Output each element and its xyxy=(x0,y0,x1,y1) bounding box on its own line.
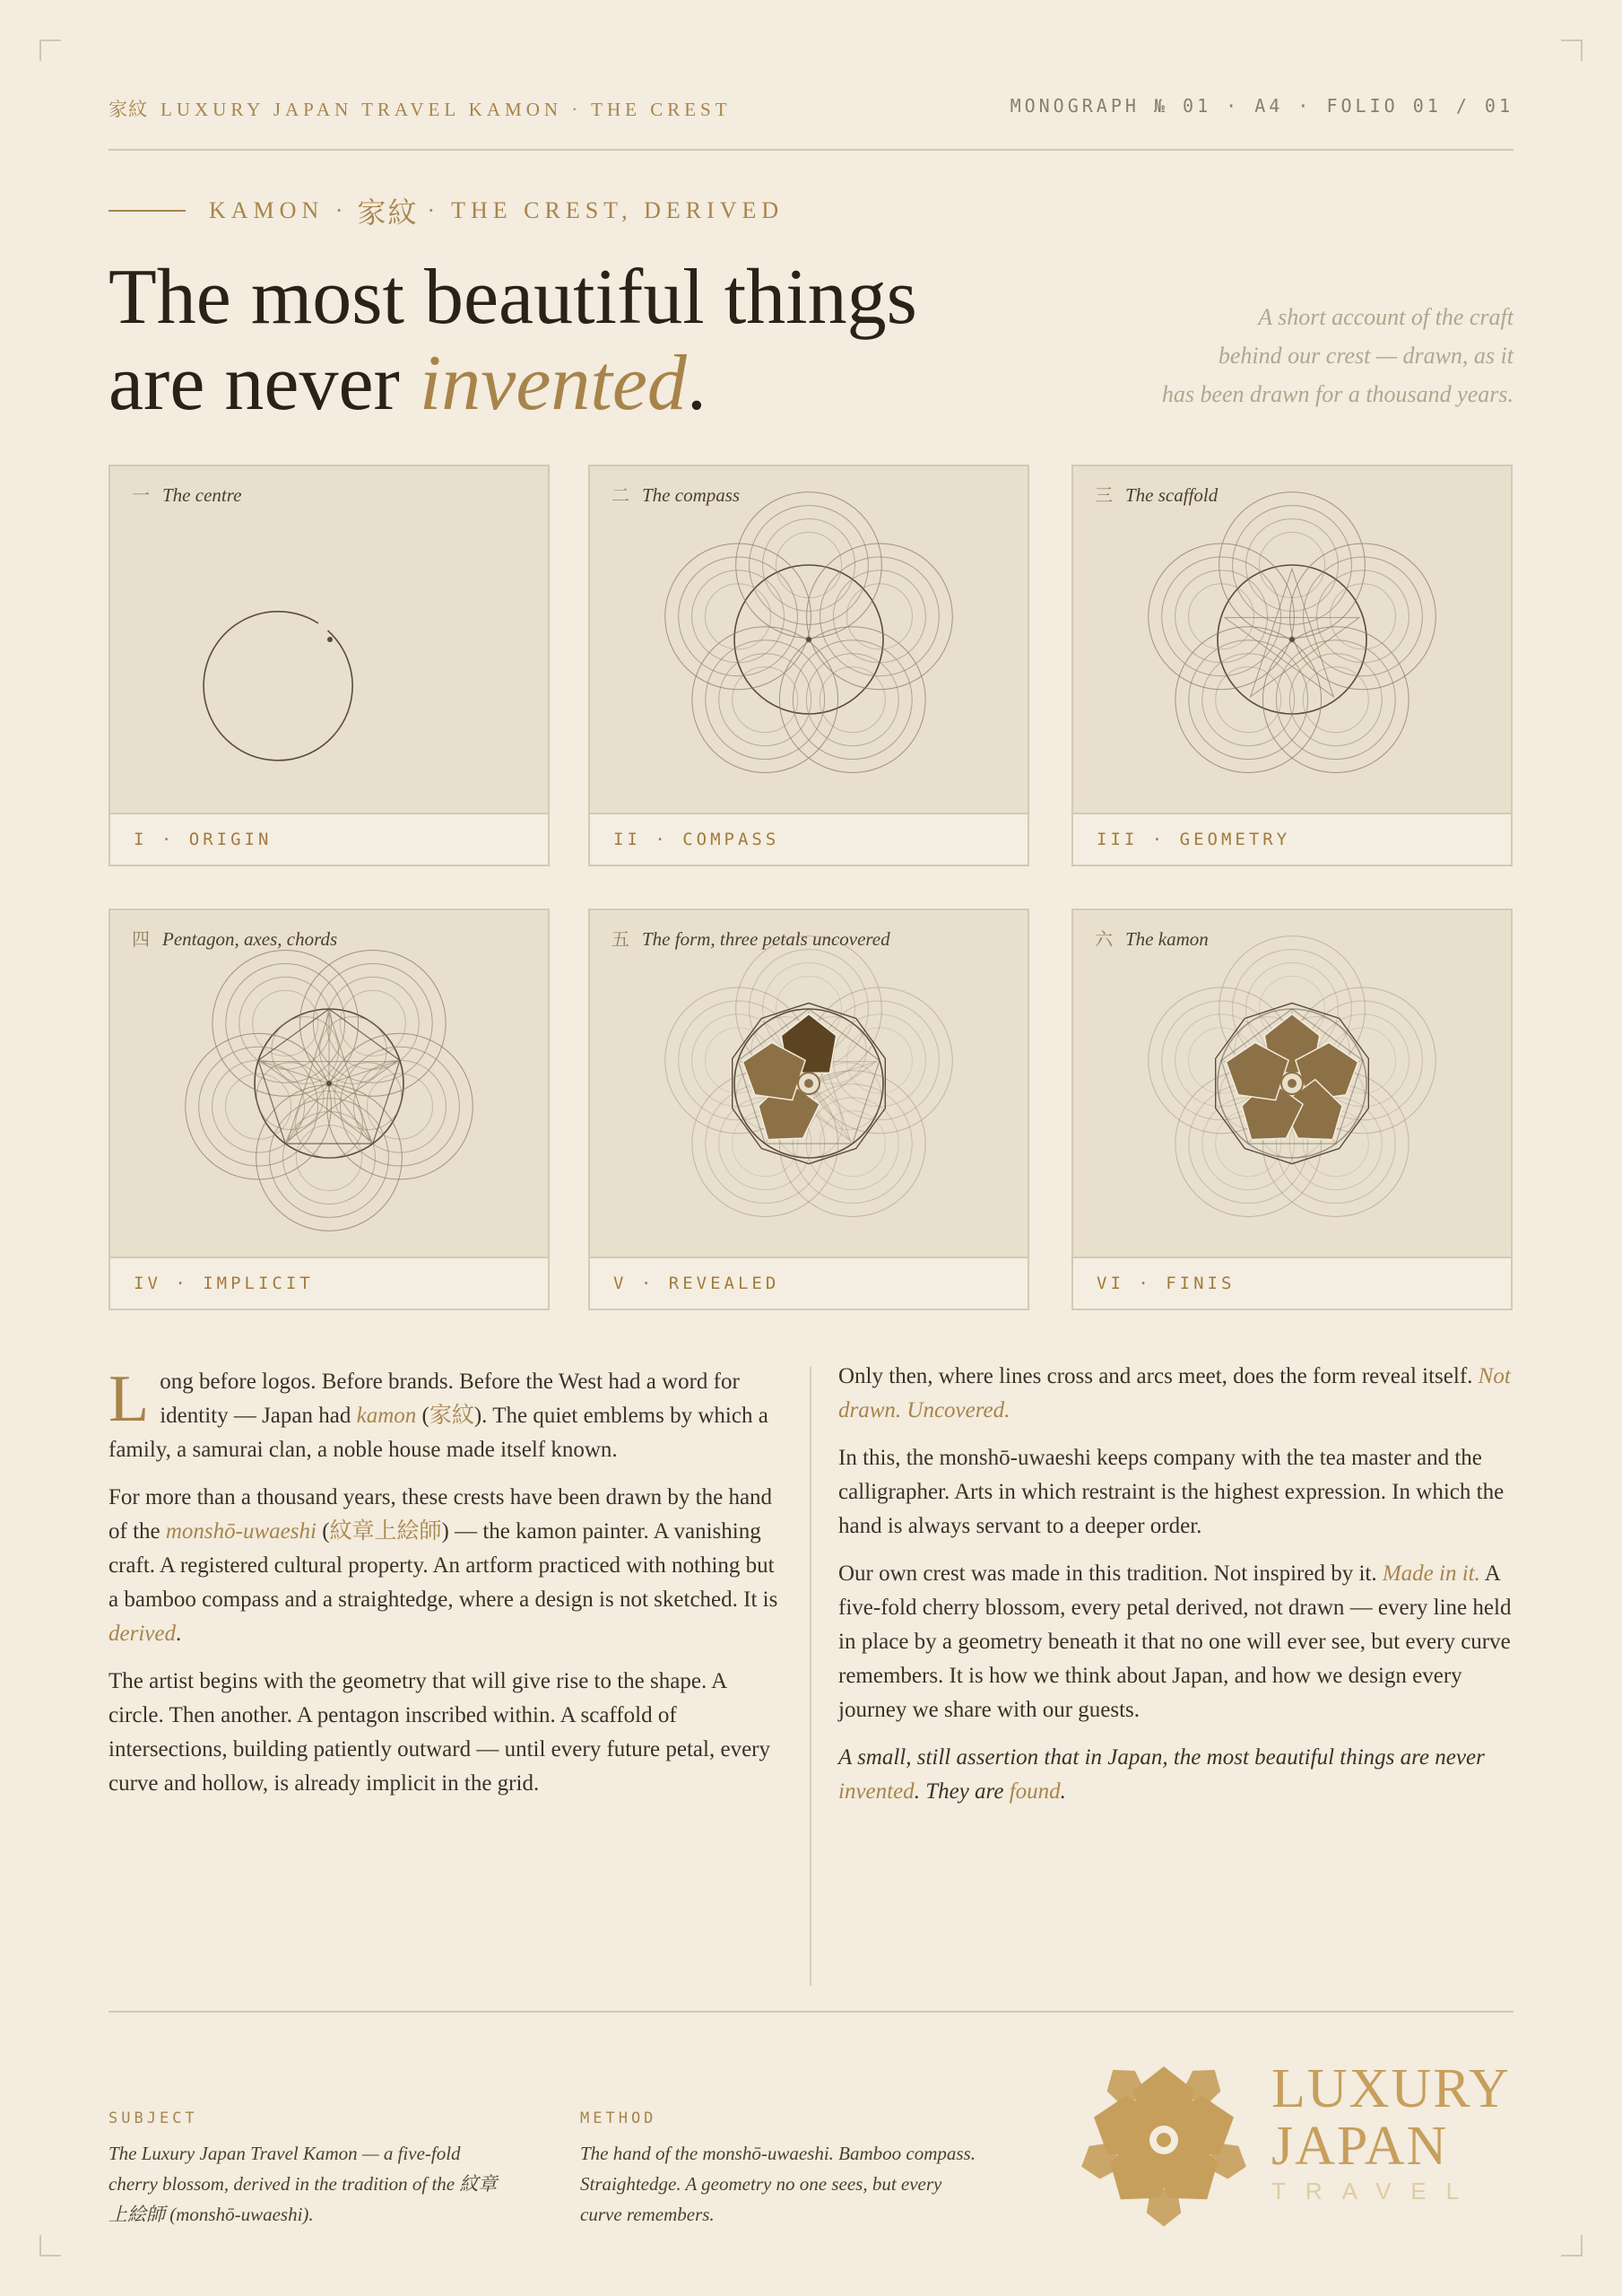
intro-line-3: has been drawn for a thousand years. xyxy=(1161,381,1514,407)
kanji-kamon: 家紋 xyxy=(429,1404,474,1428)
subject-title: SUBJECT xyxy=(108,2109,198,2127)
kicker-rule xyxy=(108,210,186,212)
term-invented: invented xyxy=(838,1779,915,1804)
drop-cap: L xyxy=(108,1362,150,1436)
panel-implicit xyxy=(108,909,550,1310)
intro-note xyxy=(1137,298,1514,413)
panel-number: 五 xyxy=(612,930,629,950)
paragraph xyxy=(838,1360,1513,1428)
diagram-centre xyxy=(110,466,548,814)
centre-point xyxy=(326,1081,332,1086)
panel-caption xyxy=(132,925,337,951)
paragraph: The artist begins with the geometry that will give rise to the shape. A circle. Then another. A pentagon inscribed within. A scaffold of intersections, building patiently outward — until every future petal, every curve and hollow, is already implicit in the grid. xyxy=(108,1669,770,1796)
brand-text: LUXURY JAPAN TRAVEL KAMON · THE CREST xyxy=(160,99,732,120)
footer-rule xyxy=(108,2011,1514,2013)
corner-mark-bottom-left xyxy=(39,2235,61,2257)
crest-dot xyxy=(1157,2133,1171,2147)
paragraph: In this, the monshō-uwaeshi keeps company with the tea master and the calligrapher. Arts in which restraint is the highest expression. In which the hand is always servant to a deeper order. xyxy=(838,1446,1505,1538)
sakura-crest-icon xyxy=(1067,2043,1261,2237)
text-run: ong before logos. Before brands. Before the West had a word for identity — Japan had xyxy=(160,1370,740,1428)
panel-caption-text: The centre xyxy=(162,484,242,506)
panel-revealed xyxy=(588,909,1029,1310)
panel-caption xyxy=(612,481,740,507)
panel-caption-text: Pentagon, axes, chords xyxy=(162,928,338,950)
panel-caption-text: The compass xyxy=(642,484,741,506)
panel-caption xyxy=(612,925,890,951)
text-run: For more than a thousand years, these crests have been drawn by the hand of the xyxy=(108,1485,773,1544)
top-bar xyxy=(108,95,1514,151)
brand-logo xyxy=(1067,2043,1515,2237)
brand-line xyxy=(108,95,732,122)
method-title: METHOD xyxy=(580,2109,657,2127)
term-kamon: kamon xyxy=(356,1404,417,1428)
crest-centre-dot xyxy=(804,1079,813,1088)
closing-paragraph xyxy=(838,1741,1513,1809)
term-found: found xyxy=(1009,1779,1061,1804)
kicker-post: · THE CREST, DERIVED xyxy=(427,197,785,223)
corner-mark-top-left xyxy=(39,39,61,61)
subject-block xyxy=(108,2109,512,2230)
text-run: ). The quiet emblems by which a family, a samurai clan, a noble house made itself known. xyxy=(108,1404,768,1462)
centre-point xyxy=(806,637,811,642)
term-derived: derived xyxy=(108,1622,176,1646)
panel-footer: V · REVEALED xyxy=(590,1257,1028,1309)
diagram-scaffold xyxy=(1073,466,1511,814)
title-line-1: The most beautiful things xyxy=(108,254,917,341)
phrase-made-in-it: Made in it. xyxy=(1382,1561,1480,1586)
subject-text: The Luxury Japan Travel Kamon — a five-fold cherry blossom, derived in the tradition of the 紋章上絵師 (monshō-uwaeshi). xyxy=(108,2143,498,2225)
panel-footer: II · COMPASS xyxy=(590,813,1028,865)
corner-mark-bottom-right xyxy=(1561,2235,1583,2257)
column-divider xyxy=(810,1367,811,1986)
body-column-left xyxy=(108,1362,781,1814)
paragraph xyxy=(108,1362,781,1467)
kanji-monsho: 紋章上絵師 xyxy=(329,1519,442,1544)
text-run: Our own crest was made in this tradition. Not inspired by it. xyxy=(838,1561,1383,1586)
panel-number: 二 xyxy=(612,486,629,506)
crest-centre-dot xyxy=(1288,1079,1297,1088)
kicker-kanji: 家紋 xyxy=(357,196,419,229)
text-run: Only then, where lines cross and arcs meet, does the form reveal itself. xyxy=(838,1364,1479,1388)
body-column-right xyxy=(838,1360,1513,1822)
text-run: . xyxy=(1060,1779,1066,1804)
panel-number: 六 xyxy=(1095,930,1113,950)
term-monsho-uwaeshi: monshō-uwaeshi xyxy=(165,1519,317,1544)
corner-mark-top-right xyxy=(1561,39,1583,61)
brand-kanji: 家紋 xyxy=(108,99,148,120)
diagram-kamon xyxy=(1073,910,1511,1258)
paragraph xyxy=(108,1481,781,1651)
text-run: ) — the kamon painter. A vanishing craft. A registered cultural property. An artform practiced with nothing but a bamboo compass and a straightedge, where a design is not sketched. It is xyxy=(108,1519,778,1612)
text-run: A five-fold cherry blossom, every petal derived, not drawn — every line held in place by a geometry beneath it that no one will ever see, but every curve remembers. It is how we think about Japan, and how we design every journey we share with our guests. xyxy=(838,1561,1512,1722)
panel-caption-text: The scaffold xyxy=(1125,484,1219,506)
text-run: ( xyxy=(416,1404,429,1428)
panel-footer: VI · FINIS xyxy=(1073,1257,1511,1309)
logo-word-luxury: LUXURY xyxy=(1271,2058,1511,2119)
logo-word-travel: TRAVEL xyxy=(1271,2178,1479,2205)
panel-finis xyxy=(1071,909,1513,1310)
panel-caption xyxy=(132,481,241,507)
title-line-2-start: are never xyxy=(108,340,420,427)
section-kicker xyxy=(108,190,784,231)
page-title xyxy=(108,255,917,427)
diagram-petals-uncovered xyxy=(590,910,1028,1258)
title-emphasis: invented xyxy=(419,340,687,427)
centre-point xyxy=(1289,637,1295,642)
folio-label: MONOGRAPH № 01 · A4 · FOLIO 01 / 01 xyxy=(1010,95,1514,117)
logo-word-japan: JAPAN xyxy=(1271,2116,1449,2177)
diagram-pentagon xyxy=(110,910,548,1258)
panel-compass xyxy=(588,465,1029,866)
paragraph xyxy=(838,1557,1513,1727)
panel-caption xyxy=(1095,481,1218,507)
text-run: ( xyxy=(316,1519,330,1544)
panel-caption-text: The form, three petals uncovered xyxy=(642,928,890,950)
panel-caption-text: The kamon xyxy=(1125,928,1209,950)
panel-number: 三 xyxy=(1095,486,1113,506)
panel-caption xyxy=(1095,925,1209,951)
method-text: The hand of the monshō-uwaeshi. Bamboo compass. Straightedge. A geometry no one sees, but every curve remembers. xyxy=(580,2143,976,2225)
title-line-2-end: . xyxy=(686,340,707,427)
phrase-uncovered: Not drawn. Uncovered. xyxy=(838,1364,1511,1422)
panel-number: 四 xyxy=(132,930,150,950)
panel-number: 一 xyxy=(132,486,150,506)
text-run: . They are xyxy=(914,1779,1010,1804)
panel-geometry xyxy=(1071,465,1513,866)
diagram-compass xyxy=(590,466,1028,814)
panel-origin xyxy=(108,465,550,866)
text-run: . xyxy=(175,1622,182,1646)
intro-line-2: behind our crest — drawn, as it xyxy=(1218,343,1514,369)
method-block xyxy=(580,2109,984,2230)
logo-wordmark xyxy=(1271,2059,1511,2205)
text-run: A small, still assertion that in Japan, the most beautiful things are never xyxy=(838,1745,1485,1770)
panel-footer: IV · IMPLICIT xyxy=(110,1257,548,1309)
panel-footer: III · GEOMETRY xyxy=(1073,813,1511,865)
panel-footer: I · ORIGIN xyxy=(110,813,548,865)
kicker-pre: KAMON · xyxy=(209,197,349,223)
intro-line-1: A short account of the craft xyxy=(1258,304,1514,330)
